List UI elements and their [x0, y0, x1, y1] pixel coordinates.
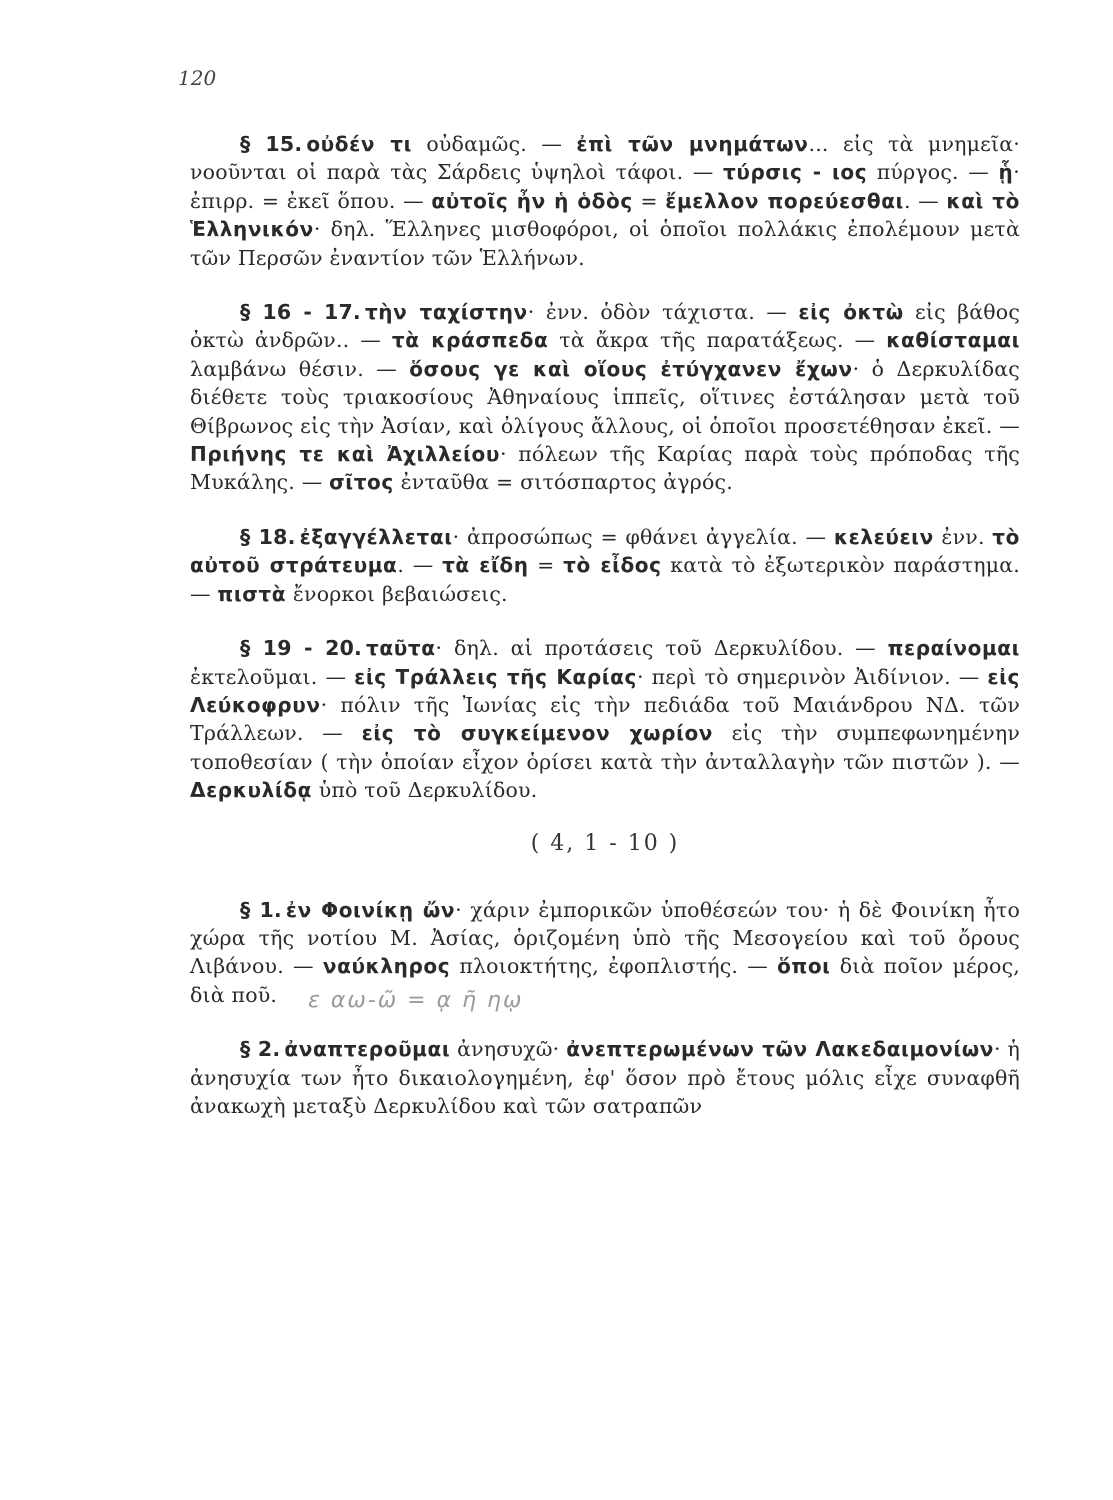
lemma-term: Πριήνης τε καὶ Ἀχιλλείου: [190, 442, 500, 467]
gloss-text: διὰ ποῖον μέρος, διὰ ποῦ.: [190, 954, 1020, 1007]
gloss-text: λαμβάνω θέσιν. —: [190, 356, 410, 381]
gloss-text: εἰς βάθος ὀκτὼ ἀνδρῶν.. —: [190, 300, 1021, 353]
gloss-text: · ἐπιρρ. = ἐκεῖ ὅπου. —: [190, 160, 1020, 213]
lemma-term: τὴν ταχίστην: [364, 300, 528, 325]
lemma-term: περαίνομαι: [887, 636, 1020, 661]
lemma-term: ναύκληρος: [322, 954, 451, 979]
gloss-text: ... εἰς τὰ μνημεῖα· νοοῦνται οἱ παρὰ τὰς Σάρδεις ὑψηλοὶ τάφοι. —: [190, 132, 1020, 185]
gloss-text: . —: [397, 553, 443, 578]
gloss-text: ὑπὸ τοῦ Δερκυλίδου.: [311, 778, 538, 803]
gloss-text: · ἡ ἀνησυχία των ἦτο δικαιολογημένη, ἐφ' ὅσον πρὸ ἔτους μόλις εἶχε συναφθῆ ἀνακωχὴ μεταξὺ Δερκυλίδου καὶ τῶν σατραπῶν: [190, 1037, 1020, 1118]
gloss-text: πλοιοκτήτης, ἐφοπλιστής. —: [450, 954, 778, 979]
lemma-term: ἔμελλον πορεύεσθαι: [665, 188, 904, 213]
lemma-term: ἀναπτεροῦμαι: [284, 1037, 451, 1062]
lemma-term: τὰ εἴδη: [442, 553, 529, 578]
commentary-paragraph: [190, 523, 1020, 608]
gloss-text: ἐκτελοῦμαι. —: [190, 664, 355, 689]
commentary-paragraph: [190, 130, 1020, 272]
lemma-term: ταῦτα: [366, 636, 436, 661]
gloss-text: · πόλιν τῆς Ἰωνίας εἰς τὴν πεδιάδα τοῦ Μαιάνδρου ΝΔ. τῶν Τράλλεων. —: [190, 692, 1020, 746]
paragraph-number: § 18.: [240, 524, 296, 549]
gloss-text: τὰ ἄκρα τῆς παρατάξεως. —: [548, 328, 887, 353]
gloss-text: εἰς τὴν συμπεφωνημένην τοποθεσίαν ( τὴν ὁποίαν εἶχον ὁρίσει κατὰ τὴν ἀνταλλαγὴν τῶν πιστῶν ). —: [190, 721, 1021, 774]
lemma-term: ἐπὶ τῶν μνημάτων: [576, 132, 809, 156]
lemma-term: τὰ κράσπεδα: [391, 328, 549, 353]
section-reference: ( 4, 1 - 10 ): [530, 830, 680, 856]
gloss-text: ἐνν.: [933, 524, 993, 549]
lemma-term: αὐτοῖς ἦν ἡ ὁδὸς: [431, 188, 633, 213]
gloss-text: · δηλ. αἱ προτάσεις τοῦ Δερκυλίδου. —: [435, 636, 888, 661]
gloss-text: =: [528, 553, 564, 578]
gloss-text: =: [632, 188, 666, 213]
paragraph-number: § 1.: [240, 897, 282, 922]
lemma-term: εἰς Λεύκοφρυν: [190, 664, 1021, 717]
lemma-term: ὅσους γε καὶ οἵους ἐτύγχανεν ἔχων: [409, 356, 853, 381]
handwritten-note: ε αω-ῶ = ᾳ ῆ ηῳ: [308, 988, 524, 1013]
gloss-text: οὐδαμῶς. —: [412, 132, 577, 156]
gloss-text: · ἐνν. ὁδὸν τάχιστα. —: [527, 300, 799, 325]
lemma-term: καθίσταμαι: [886, 328, 1021, 353]
commentary-group-1: [190, 130, 1020, 805]
lemma-term: ἐν Φοινίκῃ ὤν: [285, 897, 456, 922]
lemma-term: ἀνεπτερωμένων τῶν Λακεδαιμονίων: [566, 1037, 994, 1062]
lemma-term: εἰς τὸ συγκείμενον χωρίον: [361, 721, 714, 746]
lemma-term: εἰς Τράλλεις τῆς Καρίας: [354, 664, 637, 689]
gloss-text: · χάριν ἐμπορικῶν ὑποθέσεών του· ἡ δὲ Φοινίκη ἦτο χώρα τῆς νοτίου Μ. Ἀσίας, ὁριζομένη ὑπὸ τῆς Μεσογείου καὶ τοῦ ὄρους Λιβάνου. —: [190, 897, 1020, 979]
paragraph-number: § 15.: [240, 132, 303, 156]
lemma-term: τὸ εἶδος: [563, 553, 662, 578]
gloss-text: · ὁ Δερκυλίδας διέθετε τοὺς τριακοσίους Ἀθηναίους ἱππεῖς, οἵτινες ἐστάλησαν μετὰ τοῦ Θίβρωνος εἰς τὴν Ἀσίαν, καὶ ὀλίγους ἄλλους, οἱ ὁποῖοι πρoσετέθησαν ἐκεῖ. —: [190, 356, 1020, 438]
lemma-term: καὶ τὸ Ἑλληνικόν: [190, 188, 1020, 242]
gloss-text: κατὰ τὸ ἐξωτερικὸν παράστημα. —: [190, 553, 1021, 606]
commentary-paragraph: [190, 298, 1020, 497]
commentary-paragraph: [190, 1035, 1020, 1120]
gloss-text: ἐνταῦθα = σιτόσπαρτος ἀγρός.: [393, 470, 733, 495]
gloss-text: . —: [903, 188, 947, 213]
lemma-term: ᾗ: [998, 160, 1014, 185]
lemma-term: εἰς ὀκτὼ: [798, 300, 904, 325]
lemma-term: Δερκυλίδᾳ: [190, 778, 312, 803]
commentary-paragraph: [190, 634, 1020, 804]
paragraph-number: § 16 - 17.: [240, 300, 361, 325]
gloss-text: · περὶ τὸ σημερινὸν Ἀιδίνιον. —: [636, 664, 988, 689]
lemma-term: τὸ αὐτοῦ στράτευμα: [190, 524, 1020, 578]
lemma-term: πιστὰ: [217, 581, 287, 606]
page-number: 120: [178, 66, 217, 90]
lemma-term: κελεύειν: [833, 524, 934, 549]
lemma-term: ὅποι: [777, 954, 831, 979]
lemma-term: οὐδέν τι: [306, 132, 413, 156]
lemma-term: ἐξαγγέλλεται: [299, 524, 453, 549]
gloss-text: πύργος. —: [867, 160, 999, 185]
paragraph-number: § 2.: [240, 1037, 281, 1062]
lemma-term: σῖτος: [329, 470, 394, 495]
paragraph-number: § 19 - 20.: [240, 636, 363, 661]
gloss-text: · δηλ. Ἕλληνες μισθοφόροι, οἱ ὁποῖοι πολλάκις ἐπολέμουν μετὰ τῶν Περσῶν ἐναντίον τῶν Ἑλλήνων.: [190, 217, 1020, 270]
gloss-text: ἀνησυχῶ·: [450, 1037, 567, 1062]
gloss-text: ἔνορκοι βεβαιώσεις.: [286, 581, 508, 606]
gloss-text: · ἀπροσώπως = φθάνει ἀγγελία. —: [452, 524, 834, 549]
gloss-text: · πόλεων τῆς Καρίας παρὰ τοὺς πρόποδας τῆς Μυκάλης. —: [190, 442, 1020, 495]
lemma-term: τύρσις - ιος: [723, 160, 868, 185]
